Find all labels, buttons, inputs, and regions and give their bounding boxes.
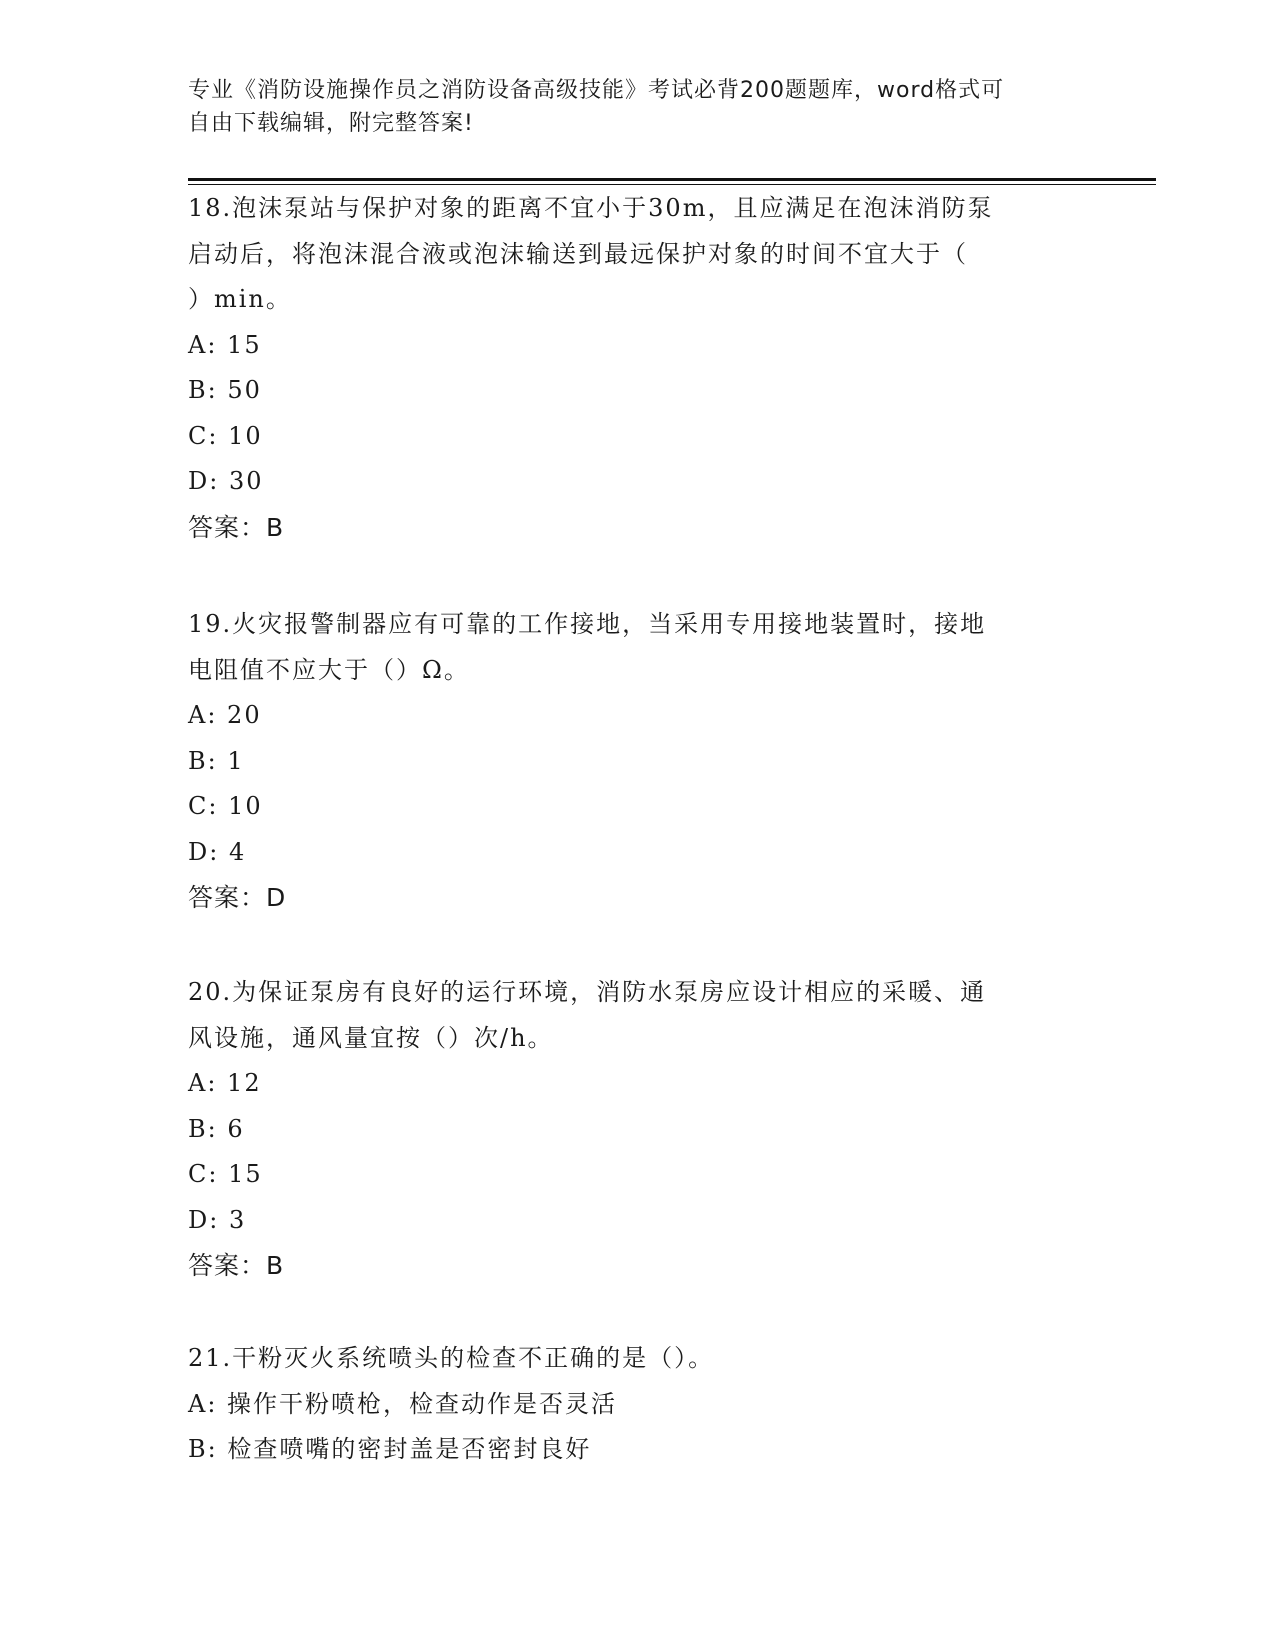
question-19 [188, 602, 1088, 921]
option-a: A: 15 [188, 330, 262, 359]
header-divider-thin [188, 184, 1156, 185]
question-stem-line: 19.火灾报警制器应有可靠的工作接地，当采用专用接地装置时，接地 [188, 610, 987, 638]
option-b: B: 1 [188, 746, 245, 775]
question-stem-line: ）min。 [188, 285, 292, 313]
intro-line-1: 专业《消防设施操作员之消防设备高级技能》考试必背200题题库，word格式可 [188, 78, 1005, 103]
option-b: B: 6 [188, 1114, 245, 1143]
header-divider-thick [188, 178, 1156, 181]
answer-label: 答案：D [188, 883, 287, 912]
document-intro [188, 74, 1088, 140]
answer-label: 答案：B [188, 1251, 285, 1280]
option-c: C: 10 [188, 421, 263, 450]
option-d: D: 30 [188, 467, 264, 495]
option-b: B: 50 [188, 376, 262, 404]
question-stem-line: 21.干粉灭火系统喷头的检查不正确的是（）。 [188, 1344, 715, 1372]
answer-label: 答案：B [188, 512, 285, 542]
question-20 [188, 970, 1088, 1289]
option-a: A: 12 [188, 1069, 262, 1097]
question-stem-line: 20.为保证泵房有良好的运行环境，消防水泵房应设计相应的采暖、通 [188, 978, 987, 1006]
intro-line-2: 自由下载编辑，附完整答案! [188, 111, 474, 136]
option-c: C: 10 [188, 792, 263, 820]
option-a: A: 20 [188, 701, 262, 729]
question-21 [188, 1336, 1088, 1473]
option-a: A: 操作干粉喷枪，检查动作是否灵活 [188, 1389, 618, 1418]
option-d: D: 4 [188, 837, 247, 866]
question-stem-line: 电阻值不应大于（）Ω。 [188, 655, 470, 684]
option-b: B: 检查喷嘴的密封盖是否密封良好 [188, 1435, 592, 1463]
option-c: C: 15 [188, 1160, 263, 1188]
question-18 [188, 186, 1088, 550]
question-stem-line: 18.泡沫泵站与保护对象的距离不宜小于30m，且应满足在泡沫消防泵 [188, 194, 994, 222]
question-stem-line: 风设施，通风量宜按（）次/h。 [188, 1023, 554, 1052]
question-stem-line: 启动后，将泡沫混合液或泡沫输送到最远保护对象的时间不宜大于（ [188, 239, 968, 268]
option-d: D: 3 [188, 1205, 247, 1234]
